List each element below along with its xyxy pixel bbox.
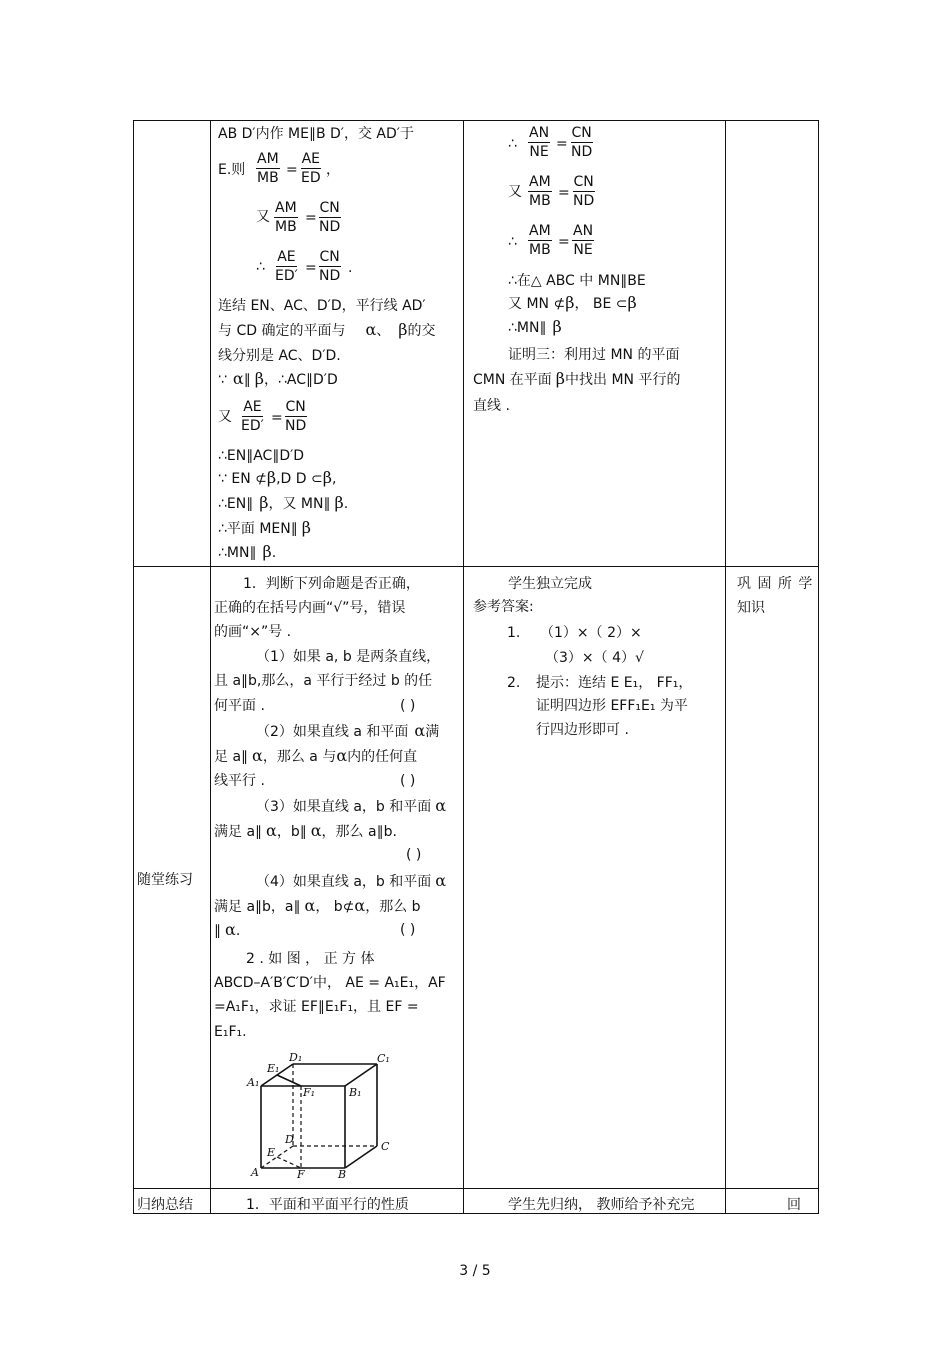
equals-sign: = — [286, 162, 298, 178]
list-number: 1. — [507, 625, 521, 641]
fraction: $\frac{CN}{ND}$ — [285, 399, 307, 434]
answer-paren: ( ) — [400, 922, 416, 938]
row-divider-2 — [133, 1188, 819, 1189]
equals-sign: = — [556, 136, 568, 152]
text-line: . — [348, 260, 353, 276]
text-line: 学生独立完成 — [508, 576, 592, 592]
table-border-right — [818, 120, 819, 1214]
fraction: $\frac{AE}{ED'}$ — [241, 399, 264, 434]
col-divider-3 — [725, 120, 726, 1214]
vertex-label-a: A — [251, 1166, 259, 1179]
fraction: $\frac{CN}{ND}$ — [573, 174, 595, 209]
vertex-label-b: B — [338, 1168, 347, 1180]
text-line: ∵ α∥ β，∴AC∥D′D — [218, 369, 338, 388]
text-line: =A₁F₁，求证 EF∥E₁F₁，且 EF = — [214, 999, 419, 1015]
text-line: E₁F₁. — [214, 1024, 247, 1040]
text-line: 连结 EN、AC、D′D，平行线 AD′ — [218, 298, 426, 314]
text-line: 1．判断下列命题是否正确， — [243, 576, 420, 592]
fraction: $\frac{AE}{ED}$ — [301, 151, 321, 186]
fraction: $\frac{AM}{MB}$ — [257, 151, 279, 186]
text-line: 满足 a∥b，a∥ α， b⊄α，那么 b — [214, 896, 421, 915]
text-line: 且 a∥b,那么，a 平行于经过 b 的任 — [214, 673, 433, 689]
segment-e1f1 — [277, 1075, 301, 1086]
text-line: 参考答案: — [473, 599, 534, 615]
text-line: ∴ — [508, 136, 517, 152]
vertex-label-a1: A₁ — [247, 1076, 260, 1089]
col-divider-1 — [210, 120, 211, 1214]
text-line: （4）如果直线 a，b 和平面 α — [256, 871, 447, 890]
text-line: ∴MN∥ β. — [218, 542, 277, 561]
text-line: 何平面 . — [214, 698, 265, 714]
text-line: （1）如果 a, b 是两条直线， — [256, 649, 441, 665]
objective-line: 巩 固 所 学 — [737, 576, 814, 592]
text-line: ∴ — [508, 234, 517, 250]
equals-sign: = — [305, 260, 317, 276]
answer-paren: ( ) — [406, 847, 422, 863]
text-line: ∴在△ ABC 中 MN∥BE — [508, 273, 646, 289]
lesson-table — [133, 120, 819, 1214]
vertex-label-d1: D₁ — [289, 1051, 303, 1064]
segment-ef-hidden — [277, 1157, 301, 1168]
text-line: 又 — [508, 184, 522, 200]
text-line: （3）×（ 4）√ — [545, 650, 644, 666]
col-divider-2 — [463, 120, 464, 1214]
text-line: 证明三：利用过 MN 的平面 — [508, 347, 680, 363]
point-label-f: F — [297, 1168, 305, 1180]
row-divider-1 — [133, 566, 819, 567]
text-line: ∴EN∥ β，又 MN∥ β. — [218, 493, 349, 512]
text-line: 与 CD 确定的平面与 α、 β的交 — [218, 320, 436, 339]
fraction: $\frac{AM}{MB}$ — [529, 174, 551, 209]
row-label-practice: 随堂练习 — [137, 872, 193, 888]
text-line: 回 — [787, 1197, 801, 1213]
equals-sign: = — [558, 234, 570, 250]
page-number: 3 / 5 — [459, 1263, 491, 1279]
vertex-label-c1: C₁ — [377, 1052, 390, 1065]
text-line: ∴平面 MEN∥ β — [218, 518, 312, 537]
text-line: 2 . 如 图 ， 正 方 体 — [246, 951, 375, 967]
fraction: $\frac{AN}{NE}$ — [529, 125, 550, 160]
equals-sign: = — [558, 185, 570, 201]
table-border-left — [133, 120, 134, 1214]
list-number: 2. — [507, 675, 521, 691]
edge-bc — [345, 1146, 377, 1168]
vertex-label-b1: B₁ — [349, 1086, 362, 1099]
equals-sign: = — [271, 410, 283, 426]
fraction: $\frac{AM}{MB}$ — [275, 200, 297, 235]
text-line: ∴EN∥AC∥D′D — [218, 448, 305, 464]
vertex-label-d: D — [285, 1133, 294, 1146]
text-line: 证明四边形 EFF₁E₁ 为平 — [536, 698, 688, 714]
text-line: ∴ — [256, 259, 265, 275]
text-line: ∵ EN ⊄β,D D ⊂β, — [218, 468, 337, 487]
text-line: 又 — [218, 409, 232, 425]
row-label-summary: 归纳总结 — [137, 1197, 193, 1213]
fraction: $\frac{AE}{ED'}$ — [275, 249, 298, 284]
fraction: $\frac{AN}{NE}$ — [573, 223, 594, 258]
text-line: ， — [326, 162, 340, 178]
text-line: 满足 a∥ α，b∥ α，那么 a∥b. — [214, 821, 397, 840]
text-line: 直线 . — [473, 398, 510, 414]
fraction: $\frac{CN}{ND}$ — [319, 249, 341, 284]
text-line: 正确的在括号内画“√”号，错误 — [214, 600, 406, 616]
fraction: $\frac{AM}{MB}$ — [529, 223, 551, 258]
text-line: 线平行 . — [214, 773, 265, 789]
objective-line: 知识 — [737, 600, 765, 616]
answer-paren: ( ) — [400, 773, 416, 789]
text-line: 的画“×”号 . — [214, 624, 292, 640]
text-line: ABCD–A′B′C′D′中， AE = A₁E₁，AF — [214, 975, 446, 991]
text-line: ∴MN∥ β — [508, 317, 562, 336]
text-line: CMN 在平面 β中找出 MN 平行的 — [473, 369, 681, 388]
text-line: 提示：连结 E E₁， FF₁， — [536, 675, 693, 691]
equals-sign: = — [305, 210, 317, 226]
text-line: E.则 — [218, 162, 246, 178]
text-line: 又 MN ⊄β， BE ⊂β — [508, 293, 637, 312]
point-label-e1: E₁ — [267, 1062, 280, 1075]
text-line: （2）如果直线 a 和平面 α满 — [256, 721, 440, 740]
point-label-f1: F₁ — [303, 1086, 316, 1099]
table-border-bottom — [133, 1213, 819, 1214]
edge-b1c1 — [345, 1064, 377, 1086]
vertex-label-c: C — [381, 1140, 390, 1153]
cube-figure — [243, 1050, 403, 1180]
answer-paren: ( ) — [400, 698, 416, 714]
fraction: $\frac{CN}{ND}$ — [571, 125, 593, 160]
table-border-top — [133, 120, 819, 121]
text-line: AB D′内作 ME∥B D′，交 AD′于 — [218, 126, 414, 142]
point-label-e: E — [267, 1146, 276, 1159]
text-line: 又 — [256, 209, 270, 225]
text-line: 足 a∥ α，那么 a 与α内的任何直 — [214, 746, 418, 765]
text-line: 行四边形即可 . — [536, 722, 629, 738]
text-line: 1．平面和平面平行的性质 — [246, 1197, 409, 1213]
text-line: （3）如果直线 a，b 和平面 α — [256, 796, 447, 815]
text-line: ∥ α. — [214, 920, 241, 939]
fraction: $\frac{CN}{ND}$ — [319, 200, 341, 235]
text-line: 线分别是 AC、D′D. — [218, 348, 341, 364]
text-line: 学生先归纳， 教师给予补充完 — [508, 1197, 695, 1213]
text-line: （1）×（ 2）× — [540, 625, 642, 641]
